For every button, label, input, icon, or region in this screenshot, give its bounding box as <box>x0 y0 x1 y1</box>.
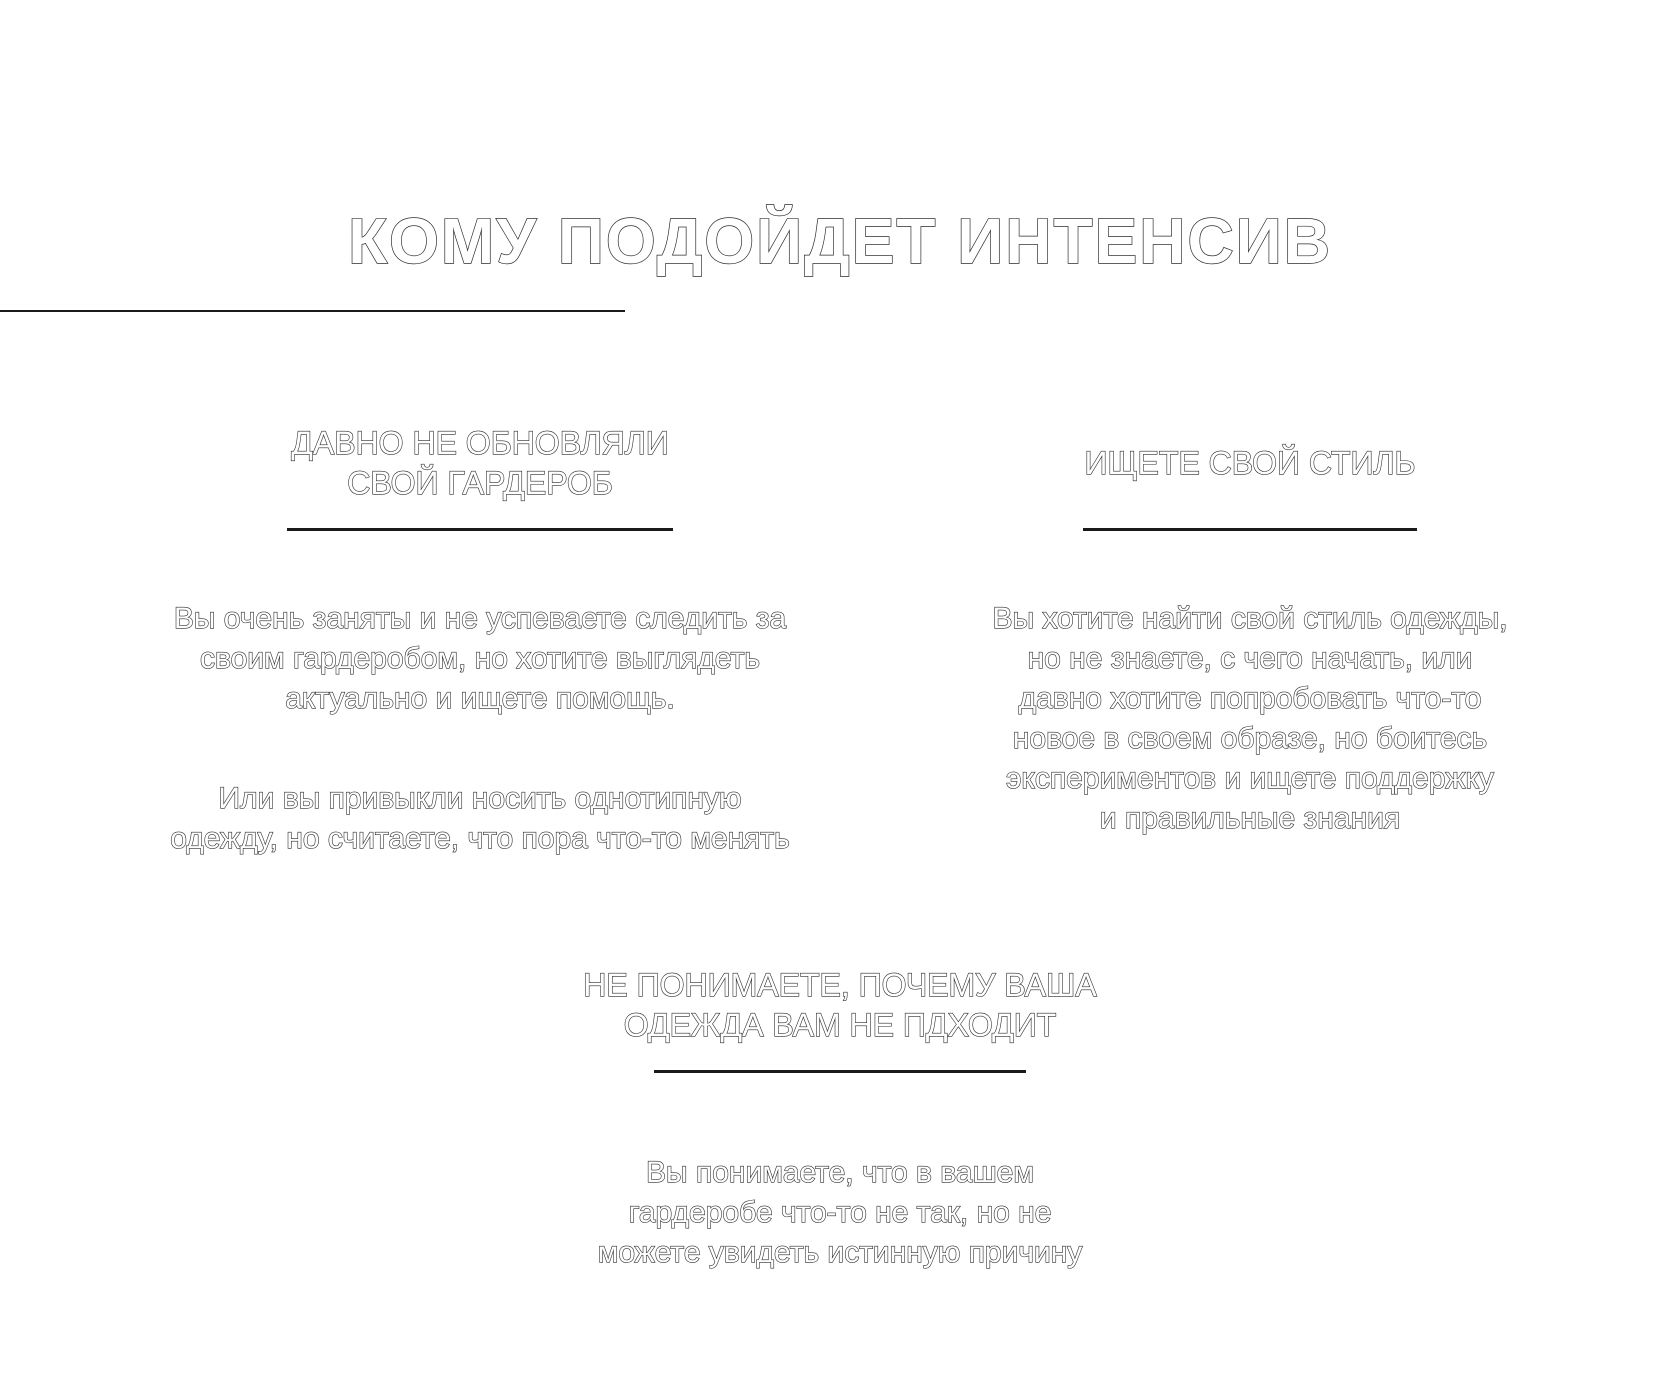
page-title: КОМУ ПОДОЙДЕТ ИНТЕНСИВ <box>348 204 1332 277</box>
block-paragraph: Вы хотите найти свой стиль одежды, но не знаете, с чего начать, или давно хотите попробовать что-то новое в своем образе, но боитесь экспериментов и ищете поддержку и правильные знания <box>992 602 1508 835</box>
block-description <box>900 559 1600 879</box>
block-paragraph: Или вы привыкли носить однотипную одежду, но считаете, что пора что-то менять <box>170 782 790 855</box>
block-heading: ИЩЕТЕ СВОЙ СТИЛЬ <box>1084 445 1416 481</box>
block-description <box>440 1113 1240 1313</box>
audience-block-style <box>900 420 1600 879</box>
block-heading: ДАВНО НЕ ОБНОВЛЯЛИ СВОЙ ГАРДЕРОБ <box>291 425 669 501</box>
block-divider <box>287 528 673 531</box>
block-description <box>60 559 900 899</box>
block-heading: НЕ ПОНИМАЕТЕ, ПОЧЕМУ ВАША ОДЕЖДА ВАМ НЕ ПДХОДИТ <box>583 967 1097 1043</box>
block-divider <box>654 1070 1026 1073</box>
audience-block-wardrobe <box>60 420 900 899</box>
block-paragraph: Вы очень заняты и не успеваете следить за своим гардеробом, но хотите выглядеть актуально и ищете помощь. <box>173 602 787 715</box>
block-paragraph: Вы понимаете, что в вашем гардеробе что-то не так, но не можете увидеть истинную причину <box>597 1156 1083 1269</box>
block-divider <box>1083 528 1417 531</box>
audience-block-fit <box>440 962 1240 1313</box>
title-divider <box>0 310 625 312</box>
